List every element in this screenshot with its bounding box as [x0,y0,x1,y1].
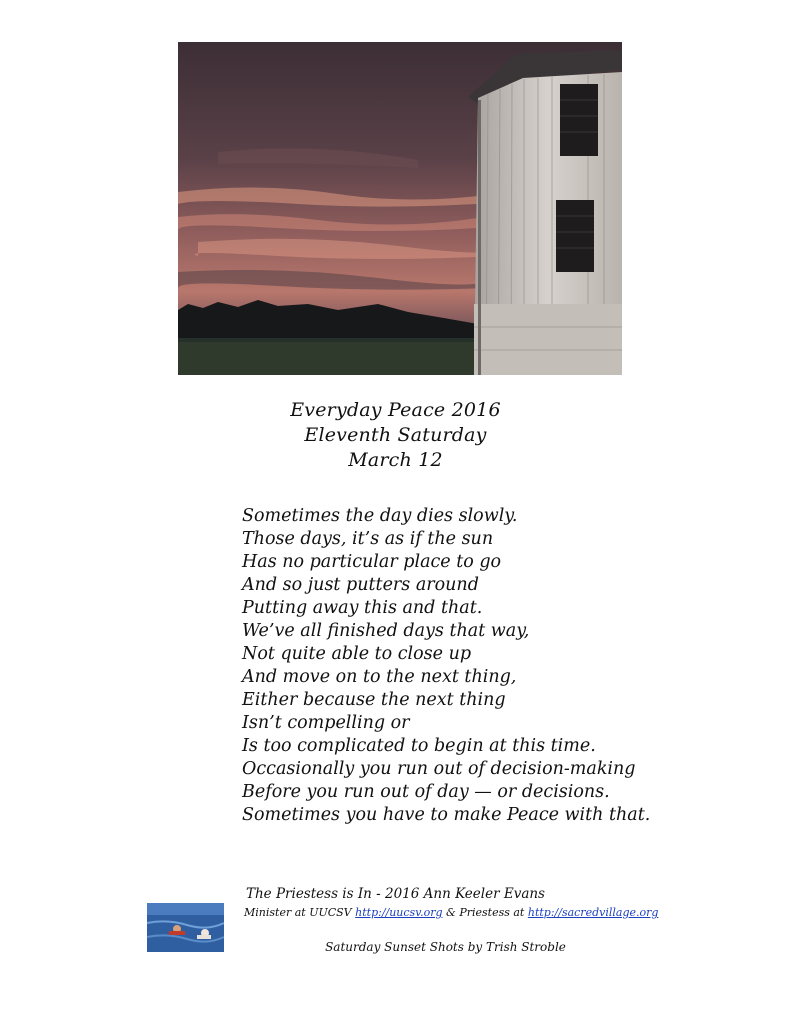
sunset-barn-photo [178,42,622,375]
poem-line: Those days, it’s as if the sun [242,529,494,549]
page-subtitle: Eleventh Saturday [304,424,487,446]
poem-line: Before you run out of day — or decisions. [242,782,610,802]
minister-label: Minister at UUCSV [244,906,352,919]
footer-links [244,906,658,919]
poem-line: And so just putters around [242,575,479,595]
title-block [0,398,791,473]
poem [242,505,762,827]
poem-line: Sometimes you have to make Peace with that. [242,805,651,825]
poem-line: And move on to the next thing, [242,667,517,687]
poem-line: Either because the next thing [242,690,506,710]
page-title: Everyday Peace 2016 [290,399,501,421]
poem-line: We’ve all finished days that way, [242,621,530,641]
poem-line: Isn’t compelling or [242,713,410,733]
poem-line: Has no particular place to go [242,552,502,572]
poem-line: Putting away this and that. [242,598,483,618]
poem-line: Sometimes the day dies slowly. [242,506,518,526]
uucsv-link[interactable]: http://uucsv.org [355,906,443,919]
poem-line: Occasionally you run out of decision-making [242,759,636,779]
poem-line: Is too complicated to begin at this time. [242,736,596,756]
footer-title: The Priestess is In - 2016 Ann Keeler Evans [245,886,545,902]
priestess-label: & Priestess at [446,906,525,919]
photo-credit: Saturday Sunset Shots by Trish Stroble [325,940,566,954]
poem-line: Not quite able to close up [242,644,472,664]
page-date: March 12 [348,449,443,471]
sacred-village-link[interactable]: http://sacredvillage.org [527,906,659,919]
